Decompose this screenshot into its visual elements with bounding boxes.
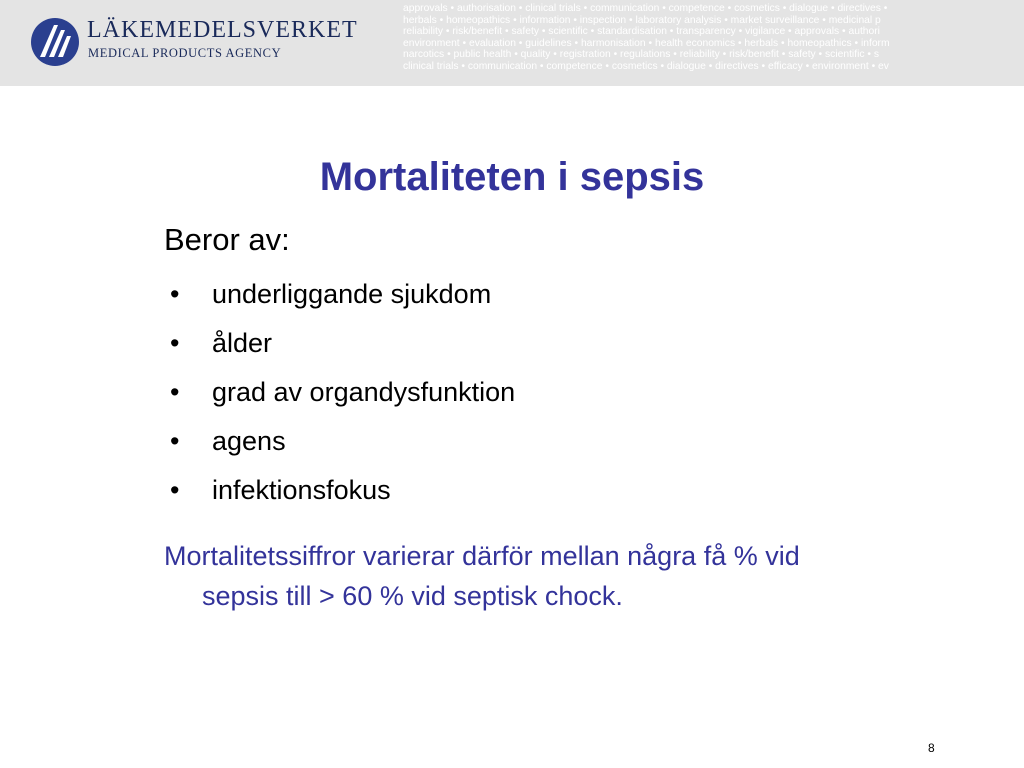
agency-subtitle: MEDICAL PRODUCTS AGENCY [88,46,282,60]
list-item [164,423,515,472]
bullet-text: agens [212,426,286,456]
list-item [164,472,515,521]
slide-title: Mortaliteten i sepsis [319,155,705,199]
bullet-text: grad av organdysfunktion [212,377,516,407]
watermark-line: clinical trials • communication • competence • cosmetics • dialogue • directives • efficacy • environment • ev [403,60,889,72]
list-item [164,325,515,374]
watermark-line: environment • evaluation • guidelines • harmonisation • health economics • herbals • homeopathics • inform [403,37,890,49]
watermark-line: narcotics • public health • quality • registration • regulations • reliability • risk/benefit • safety • scientific • s [403,49,879,61]
watermark-line: approvals • authorisation • clinical trials • communication • competence • cosmetics • dialogue • directives • [403,3,888,14]
page-number: 8 [928,741,935,755]
mortality-note: Mortalitetssiffror varierar därför mellan några få % vid sepsis till > 60 % vid septisk chock. [164,541,800,611]
bullet-icon: • [170,426,180,456]
bullet-text: ålder [212,328,273,358]
agency-name: LÄKEMEDELSVERKET [87,17,358,43]
bullet-list [164,276,515,521]
bullet-icon: • [170,279,180,309]
keyword-watermark [403,3,1024,81]
list-item [164,374,515,423]
bullet-text: infektionsfokus [212,475,391,505]
agency-logo-icon [30,17,80,67]
bullet-icon: • [170,475,180,505]
header-band [0,0,1024,86]
watermark-line: reliability • risk/benefit • safety • scientific • standardisation • transparency • vigilance • approvals • authori [403,26,880,38]
list-item [164,276,515,325]
intro-text: Beror av: [164,222,290,257]
watermark-line: herbals • homeopathics • information • inspection • laboratory analysis • market surveillance • medicinal p [403,14,881,26]
bullet-icon: • [170,377,180,407]
bullet-text: underliggande sjukdom [212,279,492,309]
bullet-icon: • [170,328,180,358]
